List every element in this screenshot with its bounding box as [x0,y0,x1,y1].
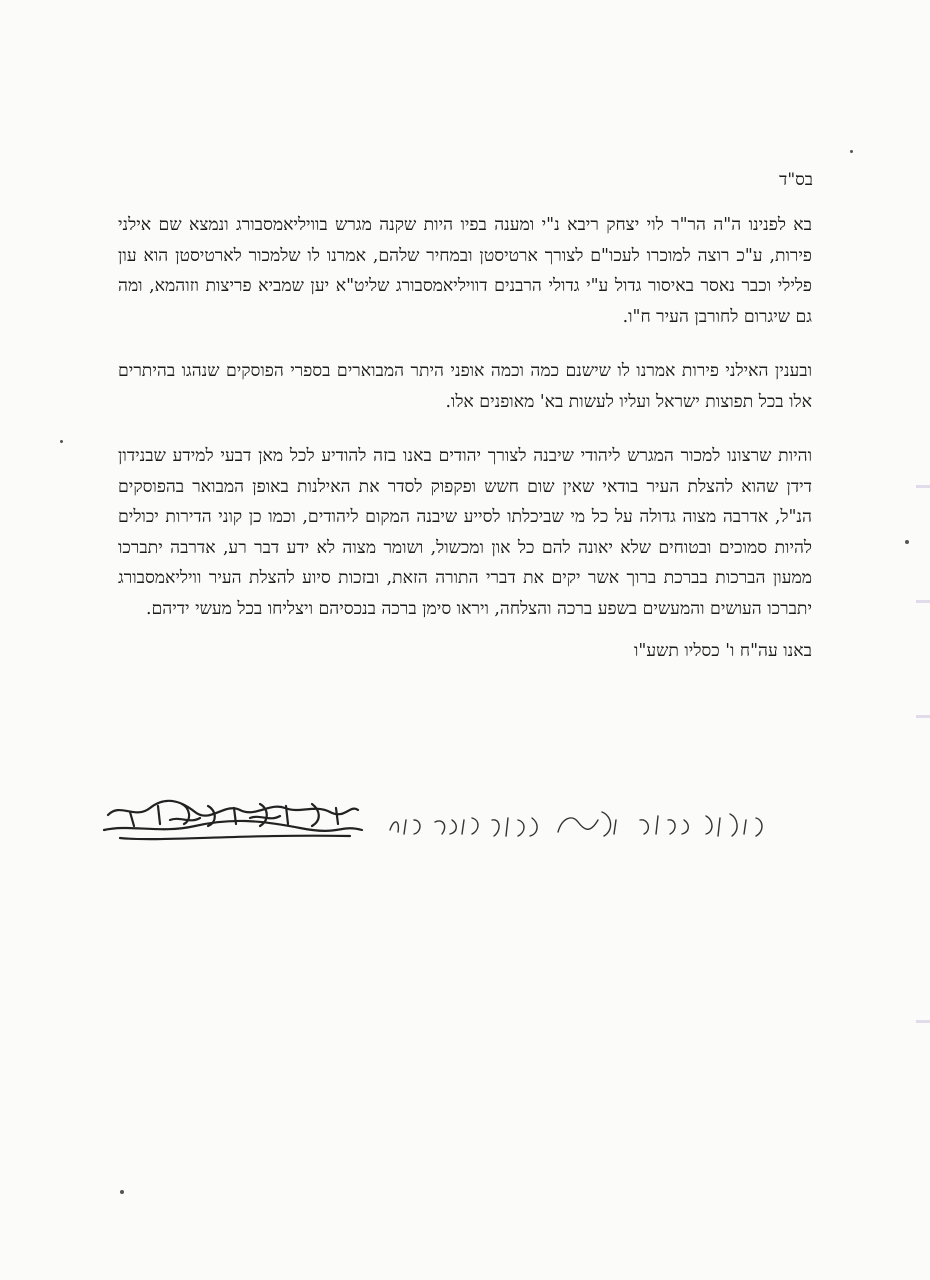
scan-speck [905,540,909,544]
signature-middle [390,818,537,836]
scan-edge-mark [916,600,930,603]
signatures-area [100,790,790,860]
signature-right [558,812,762,836]
paragraph-intro: בא לפנינו ה"ה הר"ר לוי יצחק ריבא נ"י ומענה בפיו היות שקנה מגרש בוויליאמסבורג ונמצא שם אילני פירות, ע"כ רוצה למוכרו לעכו"ם לצורך ארטיסטן ובמחיר שלהם, אמרנו לו שלמכור לארטיסטן הוא עון פלילי וכבר נאסר באיסור גדול ע"י גדולי הרבנים דוויליאמסבורג שליט"א יען שמביא פריצות וזוהמא, ומה גם שיגרום לחורבן העיר ח"ו. [118,215,812,327]
letter-body [118,210,812,691]
scan-edge-mark [916,715,930,718]
scan-edge-mark [916,485,930,488]
scan-speck [120,1190,124,1194]
handwritten-signatures [100,790,790,860]
paragraph-fruit-trees: ובענין האילני פירות אמרנו לו שישנם כמה וכמה אופני היתר המבוארים בספרי הפוסקים שנהגו בהיתרים אלו בכל תפוצות ישראל ועליו לעשות בא' מאופנים אלו. [118,361,812,412]
signature-left [104,801,362,839]
bsd-text: בס"ד [779,170,813,190]
paragraph-ruling: והיות שרצונו למכור המגרש ליהודי שיבנה לצורך יהודים באנו בזה להודיע לכל מאן דבעי למידע שבנידון דידן שהוא להצלת העיר בודאי שאין שום חשש ופקפוק לסדר את האילנות באופן המבואר בהפוסקים הנ"ל, אדרבה מצוה גדולה על כל מי שביכלתו לסייע שיבנה המקום ליהודים, וכמו כן קוני הדירות יכולים להיות סמוכים ובטוחים שלא יאונה להם כל און ומכשול, ושומר מצוה לא ידע דבר רע, אדרבה יתברכו ממעון הברכות בברכת ברוך אשר יקים את דברי התורה הזאת, ובזכות סיוע להצלת העיר וויליאמסבורג יתברכו העושים והמעשים בשפע ברכה והצלחה, ויראו סימן ברכה בנכסיהם ויצליחו בכל מעשי ידיהם. [118,446,812,619]
scan-edge-mark [916,1020,930,1023]
header-bsd [613,165,813,195]
date-line: באנו עה"ח ו' כסליו תשע"ו [633,641,812,661]
scan-speck [850,150,853,153]
scan-speck [60,440,63,443]
